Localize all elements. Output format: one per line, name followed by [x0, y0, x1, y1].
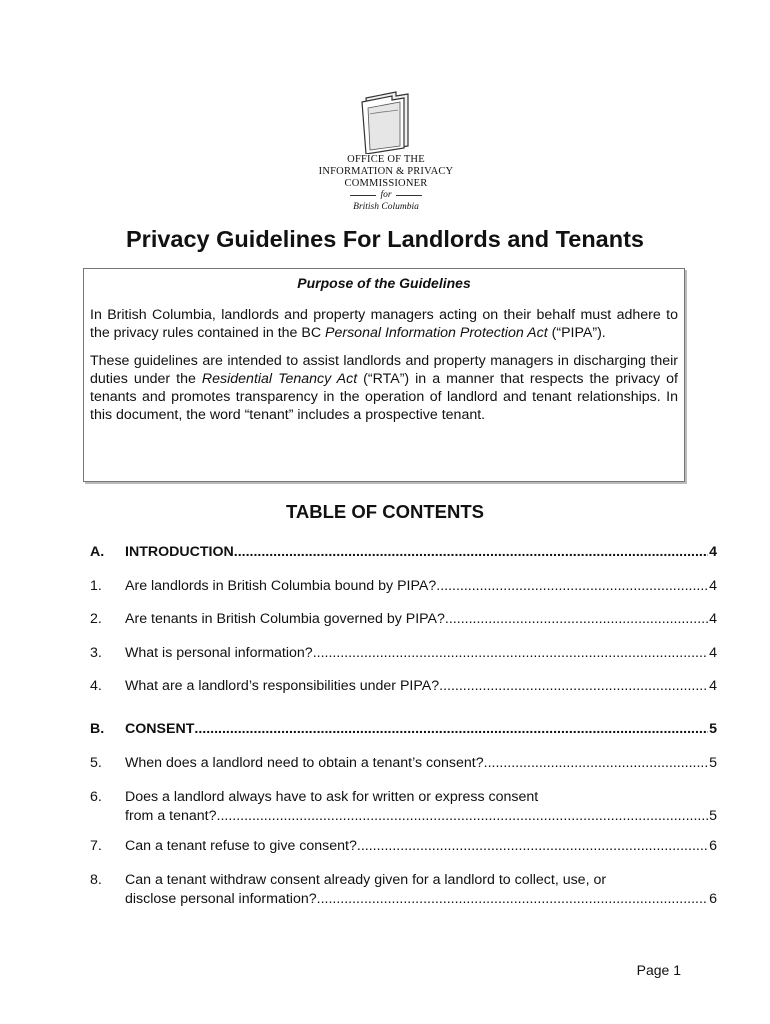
toc-entry-page: 5: [709, 808, 717, 824]
toc-entry-number: 4.: [90, 678, 102, 694]
logo-for-text: for: [380, 190, 392, 200]
toc-entry-line: [125, 754, 717, 772]
logo-line-office: OFFICE OF THE: [347, 154, 425, 165]
toc-entry-line: [125, 837, 717, 855]
toc-entry-line: [125, 644, 717, 662]
toc-entry-8[interactable]: [90, 871, 717, 911]
logo-line-bc: British Columbia: [353, 202, 419, 212]
toc-leader-dots: [194, 720, 708, 738]
toc-title: TABLE OF CONTENTS: [285, 501, 484, 522]
purpose-p2-a: These guidelines are intended to assist landlords and property managers in discharging their duties under the: [90, 353, 678, 387]
purpose-box: [83, 268, 685, 482]
toc-leader-dots: [357, 837, 708, 855]
purpose-paragraph-2: [90, 352, 678, 424]
toc-leader-dots: [317, 890, 708, 908]
toc-leader-dots: [445, 610, 708, 628]
toc-entry-text: INTRODUCTION: [125, 544, 234, 560]
logo-line-information: INFORMATION & PRIVACY: [318, 166, 454, 177]
logo-line-commissioner: COMMISSIONER: [344, 178, 428, 189]
toc-entry-number: A.: [90, 544, 105, 560]
toc-entry-text: What is personal information?: [125, 645, 313, 661]
toc-entry-page: 5: [709, 755, 717, 771]
purpose-p1-a: In British Columbia, landlords and property managers acting on their behalf must adhere to the privacy rules contained in the BC: [90, 307, 678, 341]
toc-entry-number: 5.: [90, 755, 102, 771]
toc-entry-text: Can a tenant refuse to give consent?: [125, 838, 357, 854]
logo-line-for: [318, 190, 454, 201]
toc-entry-page: 4: [709, 578, 717, 594]
toc-entry-line: [125, 677, 717, 695]
toc-entry-text: What are a landlord’s responsibilities under PIPA?: [125, 678, 440, 694]
toc-entry-text: Are landlords in British Columbia bound by PIPA?: [125, 578, 437, 594]
oipc-logo: [318, 90, 454, 213]
logo-rule-right: [396, 195, 422, 196]
toc-entry-text: When does a landlord need to obtain a tenant’s consent?: [125, 755, 484, 771]
purpose-paragraph-1: [90, 306, 678, 342]
purpose-heading: Purpose of the Guidelines: [297, 275, 471, 291]
logo-rule-left: [350, 195, 376, 196]
page-number: Page 1: [636, 962, 681, 978]
toc-entry-text: CONSENT: [125, 721, 195, 737]
toc-entry-line: [125, 890, 717, 908]
toc-entry-number: B.: [90, 721, 105, 737]
toc-leader-dots: [439, 677, 708, 695]
toc-entry-page: 6: [709, 891, 717, 907]
toc-entry-line: [125, 720, 717, 738]
toc-leader-dots: [484, 754, 708, 772]
toc-entry-line: [125, 577, 717, 595]
toc-entry-6[interactable]: [90, 788, 717, 828]
purpose-p2-b: (“RTA”) in a manner that respects the privacy of tenants and promotes transparency in the operation of landlord and tenant relationships. In this document, the word “tenant” includes a prospective tenant.: [90, 371, 678, 423]
toc-entry-number: 8.: [90, 872, 102, 888]
rta-act-name: Residential Tenancy Act: [201, 371, 358, 387]
toc-entry-text-line1: Does a landlord always have to ask for written or express consent: [125, 789, 539, 805]
toc-entry-text: from a tenant?: [125, 808, 217, 824]
toc-entry-text: disclose personal information?: [125, 891, 317, 907]
toc-entry-page: 4: [709, 678, 717, 694]
toc-entry-number: 6.: [90, 789, 102, 805]
toc-entry-text: Are tenants in British Columbia governed by PIPA?: [125, 611, 445, 627]
toc-leader-dots: [313, 644, 708, 662]
toc-entry-text-line1: Can a tenant withdraw consent already given for a landlord to collect, use, or: [125, 872, 607, 888]
toc-entry-number: 2.: [90, 611, 102, 627]
toc-entry-page: 4: [709, 611, 717, 627]
toc-entry-line: [125, 807, 717, 825]
toc-entry-page: 4: [709, 645, 717, 661]
purpose-p1-b: (“PIPA”).: [547, 325, 606, 341]
toc-leader-dots: [234, 543, 708, 561]
toc-entry-line: [125, 543, 717, 561]
toc-entry-number: 1.: [90, 578, 102, 594]
toc-entry-line: [125, 610, 717, 628]
toc-leader-dots: [217, 807, 709, 825]
pipa-act-name: Personal Information Protection Act: [325, 325, 548, 341]
folder-logo-icon: [356, 90, 416, 154]
toc-entry-number: 7.: [90, 838, 102, 854]
document-title: Privacy Guidelines For Landlords and Tenants: [126, 226, 644, 252]
toc-entry-page: 4: [709, 544, 717, 560]
toc-entry-number: 3.: [90, 645, 102, 661]
toc-entry-page: 5: [709, 721, 717, 737]
toc-entry-page: 6: [709, 838, 717, 854]
toc-leader-dots: [436, 577, 708, 595]
